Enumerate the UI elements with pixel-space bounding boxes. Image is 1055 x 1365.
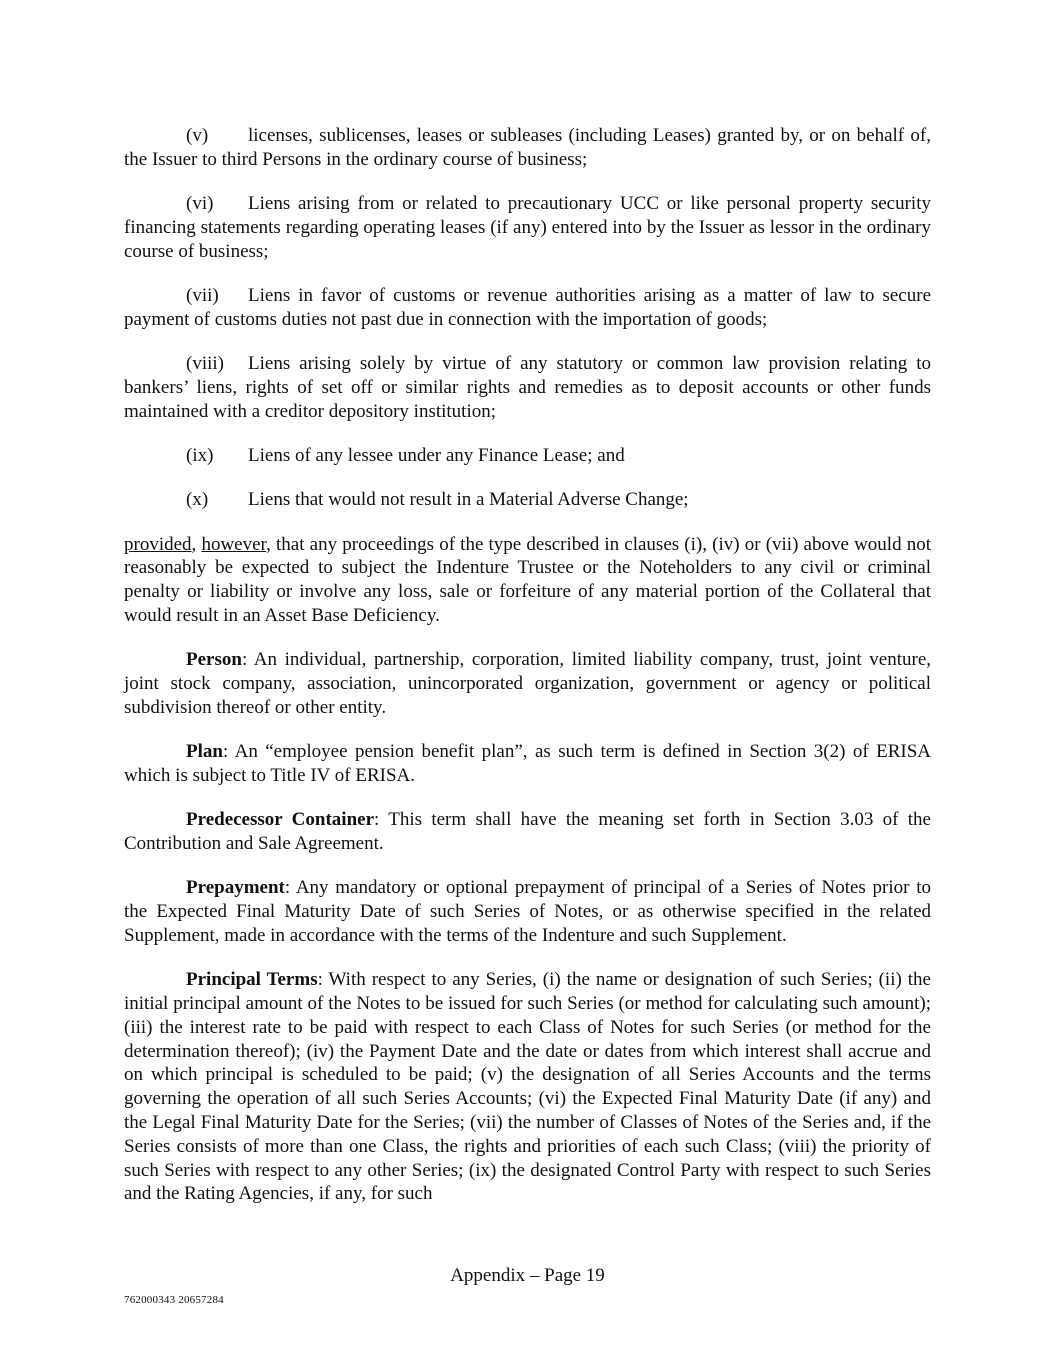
definition-text: : With respect to any Series, (i) the name or designation of such Series; (ii) the initial principal amount of the Notes to be issued for such Series (or method for calculating such amount); (iii) the interest rate to be paid with respect to each Class of Notes for such Series (or method for the determination thereof); (iv) the Payment Date and the date or dates from which interest shall accrue and on which principal is scheduled to be paid; (v) the designation of all Series Accounts and the terms governing the operation of all such Series Accounts; (vi) the Expected Final Maturity Date (if any) and the Legal Final Maturity Date for the Series; (vii) the number of Classes of Notes of the Series and, if the Series consists of more than one Class, the rights and priorities of each such Class; (viii) the priority of such Series with respect to any other Series; (ix) the designated Control Party with respect to such Series and the Rating Agencies, if any, for such [124, 969, 931, 1205]
proviso-provided: provided [124, 533, 192, 555]
definition-text: : This term shall have the meaning set forth in Section 3.03 of the Contribution and Sale Agreement. [124, 809, 931, 855]
clause-viii [124, 352, 931, 423]
clause-label: (vii) [186, 284, 219, 306]
clause-vii [124, 284, 931, 332]
clause-vi [124, 192, 931, 263]
clause-ix [124, 444, 931, 468]
clause-text: Liens of any lessee under any Finance Lease; and [248, 444, 625, 466]
proviso-paragraph [124, 533, 931, 628]
clause-text: Liens arising from or related to precautionary UCC or like personal property security financing statements regarding operating leases (if any) entered into by the Issuer as lessor in the ordinary course of business; [124, 193, 931, 262]
definition-term: Predecessor Container [186, 809, 375, 831]
clause-label: (vi) [186, 193, 214, 215]
definition-text: : Any mandatory or optional prepayment of principal of a Series of Notes prior to the Expected Final Maturity Date of such Series of Notes, or as otherwise specified in the related Supplement, made in accordance with the terms of the Indenture and such Supplement. [124, 877, 931, 946]
proviso-text: , that any proceedings of the type described in clauses (i), (iv) or (vii) above would not reasonably be expected to subject the Indenture Trustee or the Noteholders to any civil or criminal penalty or liability or involve any loss, sale or forfeiture of any material portion of the Collateral that would result in an Asset Base Deficiency. [124, 533, 932, 626]
definition-text: : An individual, partnership, corporation, limited liability company, trust, joint venture, joint stock company, association, unincorporated organization, government or agency or political subdivision thereof or other entity. [124, 649, 931, 718]
document-number: 762000343 20657284 [124, 1294, 224, 1306]
definition-prepayment [124, 876, 931, 947]
clause-v [124, 124, 931, 172]
clause-text: Liens arising solely by virtue of any statutory or common law provision relating to bankers’ liens, rights of set off or similar rights and remedies as to deposit accounts or other funds maintained with a creditor depository institution; [124, 353, 931, 422]
definition-principal-terms [124, 968, 931, 1206]
definition-term: Principal Terms [186, 969, 318, 991]
clause-text: Liens that would not result in a Material Adverse Change; [248, 489, 689, 511]
clause-label: (v) [186, 125, 209, 146]
clause-text: Liens in favor of customs or revenue authorities arising as a matter of law to secure payment of customs duties not past due in connection with the importation of goods; [124, 284, 931, 330]
document-body [124, 124, 931, 1227]
clause-text: licenses, sublicenses, leases or subleases (including Leases) granted by, or on behalf of, the Issuer to third Persons in the ordinary course of business; [124, 125, 931, 170]
proviso-however: however [201, 533, 267, 555]
page-footer: Appendix – Page 19 [450, 1265, 605, 1286]
definition-term: Person [186, 649, 242, 671]
definition-predecessor-container [124, 808, 931, 856]
clause-label: (ix) [186, 444, 214, 466]
definition-person [124, 648, 931, 719]
definition-text: : An “employee pension benefit plan”, as such term is defined in Section 3(2) of ERISA which is subject to Title IV of ERISA. [124, 741, 931, 786]
clause-label: (viii) [186, 353, 224, 375]
definition-plan [124, 740, 931, 788]
clause-x [124, 488, 931, 512]
definition-term: Prepayment [186, 877, 285, 899]
clause-label: (x) [186, 489, 209, 511]
definition-term: Plan [186, 741, 223, 763]
proviso-separator: , [191, 533, 202, 555]
